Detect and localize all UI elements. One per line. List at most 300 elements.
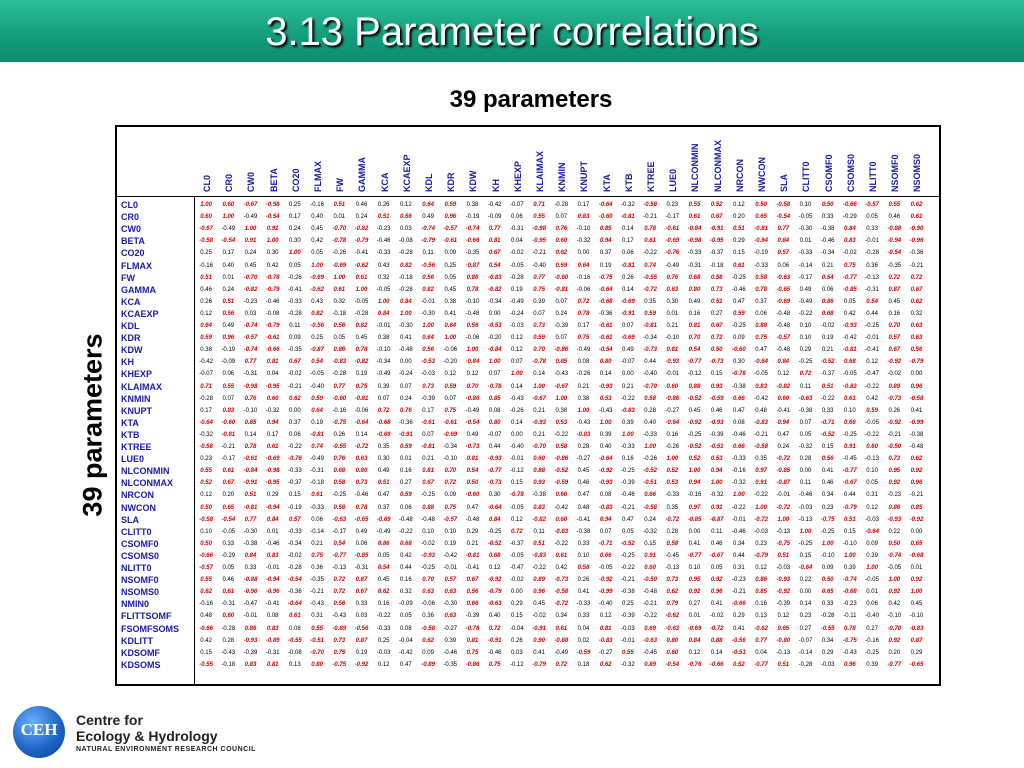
matrix-cell: 0.47: [777, 431, 790, 438]
matrix-cell: -0.67: [199, 226, 213, 233]
matrix-cell: 0.33: [821, 214, 834, 221]
column-header-label: FLMAX: [313, 161, 324, 192]
column-header: [905, 130, 927, 192]
matrix-cell: -0.13: [332, 565, 347, 571]
matrix-cell: 0.47: [733, 298, 745, 305]
row-header: FW: [121, 272, 135, 283]
matrix-cell: 0.48: [755, 407, 767, 414]
org-name: [76, 712, 218, 744]
matrix-cell: 0.75: [755, 335, 767, 342]
matrix-cell: 0.60: [555, 238, 568, 245]
row-header: CL0: [121, 200, 139, 210]
matrix-cell: 0.54: [688, 347, 701, 354]
matrix-cell: -0.64: [798, 565, 813, 571]
matrix-cell: 0.30: [266, 250, 279, 257]
column-header-label: KH: [490, 179, 501, 192]
matrix-cell: -0.70: [332, 226, 347, 233]
matrix-cell: -0.29: [843, 214, 857, 221]
matrix-cell: 0.78: [355, 504, 368, 511]
matrix-cell: -0.19: [754, 250, 768, 257]
matrix-cell: 0.29: [266, 492, 279, 499]
matrix-cell: -0.79: [909, 359, 924, 366]
matrix-cell: -0.27: [665, 407, 680, 414]
matrix-cell: 0.61: [355, 274, 368, 281]
matrix-cell: -0.74: [243, 347, 258, 354]
matrix-cell: 0.07: [222, 395, 235, 402]
column-header: [550, 130, 572, 192]
matrix-cell: 0.72: [910, 274, 923, 281]
column-header-label: CL0: [202, 174, 213, 192]
matrix-cell: 0.01: [222, 274, 235, 281]
matrix-cell: -0.32: [709, 492, 724, 499]
matrix-cell: -0.83: [487, 274, 502, 281]
matrix-cell: -0.83: [598, 637, 613, 644]
matrix-cell: 0.45: [244, 262, 257, 269]
column-header: [750, 130, 772, 192]
matrix-cell: -0.48: [465, 310, 480, 317]
matrix-cell: -0.47: [510, 565, 524, 571]
matrix-cell: -0.49: [510, 298, 524, 305]
matrix-cell: -0.02: [843, 250, 857, 257]
matrix-cell: 0.05: [400, 613, 412, 620]
matrix-cell: 0.62: [200, 589, 212, 596]
matrix-cell: -0.25: [487, 528, 502, 535]
matrix-cell: 0.08: [577, 359, 590, 366]
matrix-cell: 0.59: [866, 407, 878, 414]
matrix-cell: 0.23: [821, 504, 834, 511]
matrix-cell: -0.04: [399, 637, 413, 644]
matrix-cell: 0.63: [444, 589, 457, 596]
matrix-cell: -0.36: [598, 310, 613, 317]
matrix-cell: 0.04: [266, 371, 279, 378]
matrix-cell: -0.63: [332, 516, 347, 523]
matrix-cell: 0.66: [466, 601, 479, 608]
matrix-cell: 0.60: [555, 516, 568, 523]
matrix-cell: -0.01: [732, 516, 746, 523]
matrix-cell: 0.34: [733, 540, 745, 547]
matrix-cell: 0.72: [555, 661, 568, 668]
matrix-cell: -0.60: [332, 395, 347, 402]
matrix-cell: -0.48: [776, 310, 791, 317]
matrix-cell: 0.64: [422, 202, 434, 208]
matrix-cell: 0.21: [821, 262, 834, 269]
matrix-cell: 0.77: [755, 637, 767, 644]
matrix-cell: -0.84: [243, 468, 258, 475]
matrix-cell: 0.14: [622, 226, 634, 233]
matrix-cell: 0.25: [311, 335, 323, 342]
row-header: KCA: [121, 296, 141, 307]
matrix-cell: 0.19: [355, 649, 368, 656]
matrix-cell: 0.60: [533, 456, 545, 463]
matrix-cell: 0.29: [799, 347, 812, 354]
matrix-cell: -0.33: [376, 250, 391, 257]
matrix-cell: -0.12: [510, 468, 524, 475]
matrix-cell: 1.00: [888, 577, 901, 584]
matrix-cell: 0.19: [599, 262, 612, 269]
matrix-cell: 0.41: [533, 649, 545, 656]
column-header-label: NSOMF0: [890, 154, 901, 192]
matrix-cell: -0.46: [376, 238, 391, 245]
matrix-cell: 1.00: [844, 552, 856, 559]
matrix-cell: 0.15: [710, 371, 723, 378]
matrix-cell: -0.63: [554, 528, 569, 535]
matrix-cell: 0.15: [821, 444, 834, 450]
matrix-cell: 0.84: [244, 552, 257, 559]
matrix-cell: 0.88: [533, 468, 545, 475]
matrix-cell: 1.00: [422, 323, 434, 329]
matrix-cell: 0.92: [888, 589, 901, 596]
matrix-cell: -0.30: [443, 601, 458, 608]
matrix-cell: 0.29: [466, 528, 479, 535]
matrix-cell: 0.31: [311, 613, 323, 620]
row-header: CW0: [121, 224, 141, 235]
matrix-cell: 0.81: [666, 347, 679, 354]
matrix-cell: -0.25: [332, 492, 347, 499]
matrix-cell: 0.64: [200, 323, 212, 329]
matrix-cell: 0.50: [200, 504, 212, 511]
matrix-cell: 0.95: [888, 468, 901, 475]
matrix-cell: -0.49: [554, 649, 569, 656]
matrix-cell: 0.08: [266, 613, 279, 620]
matrix-cell: 0.53: [599, 395, 612, 402]
matrix-cell: 0.33: [821, 407, 834, 414]
matrix-cell: 0.58: [755, 274, 767, 281]
matrix-cell: -0.94: [754, 238, 768, 245]
matrix-cell: -0.38: [576, 528, 591, 535]
matrix-cell: -0.20: [443, 359, 458, 366]
matrix-cell: 0.73: [888, 456, 901, 463]
matrix-cell: -0.93: [598, 480, 613, 487]
matrix-cell: -0.72: [709, 625, 724, 632]
matrix-cell: -0.58: [754, 444, 768, 450]
matrix-cell: 0.00: [910, 528, 923, 535]
matrix-cell: -0.42: [487, 202, 502, 208]
matrix-cell: -0.49: [465, 407, 480, 414]
matrix-cell: -0.77: [687, 359, 702, 366]
matrix-cell: 0.76: [555, 226, 568, 233]
matrix-cell: 0.55: [222, 383, 235, 390]
matrix-cell: 0.09: [289, 335, 301, 342]
matrix-cell: -0.69: [265, 456, 280, 463]
matrix-cell: -0.25: [820, 528, 835, 535]
matrix-cell: 0.54: [488, 262, 501, 269]
matrix-cell: 0.17: [622, 238, 634, 245]
matrix-cell: -0.89: [265, 637, 280, 644]
matrix-cell: -0.09: [399, 601, 413, 608]
matrix-cell: 0.72: [888, 274, 901, 281]
matrix-cell: 0.92: [888, 480, 901, 487]
matrix-cell: 0.64: [444, 323, 457, 329]
matrix-cell: -0.17: [221, 456, 236, 463]
matrix-cell: 1.00: [488, 359, 501, 366]
matrix-cell: 0.68: [333, 468, 346, 475]
matrix-cell: 0.96: [844, 661, 856, 668]
matrix-cell: 0.28: [666, 528, 679, 535]
matrix-cell: -0.45: [665, 552, 680, 559]
matrix-cell: 0.11: [799, 480, 812, 487]
row-header: BETA: [121, 236, 145, 247]
matrix-cell: -0.01: [265, 565, 280, 571]
matrix-cell: 0.82: [311, 310, 323, 317]
matrix-cell: -0.83: [332, 359, 347, 366]
matrix-cell: 0.12: [866, 359, 878, 366]
matrix-cell: -0.54: [776, 214, 791, 221]
matrix-cell: 0.32: [400, 589, 412, 596]
matrix-cell: -0.48: [399, 516, 413, 523]
matrix-cell: 0.17: [577, 202, 590, 208]
matrix-cell: 0.01: [866, 589, 878, 596]
column-header-label: LUE0: [668, 168, 679, 192]
matrix-cell: -0.26: [510, 407, 524, 414]
matrix-cell: -0.73: [487, 480, 502, 487]
matrix-cell: -0.78: [332, 238, 347, 245]
matrix-cell: -0.51: [709, 444, 724, 450]
matrix-cell: -0.03: [776, 565, 791, 571]
matrix-cell: -0.05: [865, 577, 879, 584]
matrix-cell: -0.66: [709, 661, 724, 668]
matrix-cell: -0.39: [621, 480, 635, 487]
matrix-cell: 0.30: [733, 359, 745, 366]
matrix-cell: 0.56: [466, 589, 479, 596]
matrix-cell: 0.96: [710, 589, 723, 596]
matrix-cell: 0.75: [844, 262, 856, 269]
matrix-cell: -0.30: [243, 528, 258, 535]
matrix-cell: 0.16: [755, 601, 767, 608]
matrix-cell: 0.78: [844, 625, 856, 632]
matrix-cell: -0.40: [598, 601, 613, 608]
matrix-cell: 0.07: [533, 310, 545, 317]
matrix-cell: -0.48: [909, 444, 924, 450]
matrix-cell: -0.05: [510, 262, 524, 269]
matrix-cell: 0.87: [888, 286, 901, 293]
matrix-cell: 0.55: [311, 625, 323, 632]
column-header: [639, 130, 661, 192]
matrix-cell: 0.56: [333, 323, 346, 329]
matrix-cell: 0.60: [200, 214, 212, 221]
matrix-cell: 0.62: [910, 298, 923, 305]
matrix-cell: -0.58: [199, 516, 213, 523]
matrix-cell: -0.30: [399, 323, 413, 329]
matrix-cell: -0.12: [510, 661, 524, 668]
matrix-cell: 0.86: [244, 625, 257, 632]
matrix-cell: -0.54: [265, 214, 280, 221]
matrix-cell: -0.40: [510, 444, 524, 450]
matrix-cell: -0.18: [399, 274, 413, 281]
matrix-cell: 0.37: [599, 250, 612, 257]
matrix-cell: 0.00: [400, 359, 412, 366]
matrix-cell: 0.56: [400, 214, 412, 221]
matrix-cell: 0.63: [666, 286, 679, 293]
matrix-cell: -0.39: [465, 613, 480, 620]
matrix-cell: -0.77: [687, 552, 702, 559]
matrix-cell: 0.84: [488, 516, 501, 523]
matrix-cell: 0.38: [377, 335, 390, 342]
matrix-cell: 0.41: [710, 601, 723, 608]
matrix-cell: 0.75: [444, 504, 457, 511]
matrix-cell: 0.01: [799, 238, 812, 245]
matrix-cell: -0.77: [332, 552, 347, 559]
matrix-cell: -0.05: [221, 528, 236, 535]
matrix-cell: 0.61: [688, 214, 701, 221]
matrix-cell: -0.45: [843, 456, 857, 463]
matrix-cell: -0.40: [865, 613, 879, 620]
matrix-cell: -0.32: [199, 431, 213, 438]
matrix-cell: 0.84: [266, 516, 279, 523]
matrix-cell: 0.66: [644, 492, 656, 499]
matrix-cell: 0.14: [355, 431, 368, 438]
matrix-cell: -0.03: [421, 371, 435, 378]
matrix-cell: 0.07: [555, 214, 568, 221]
column-header: [328, 130, 350, 192]
matrix-cell: -0.70: [243, 274, 258, 281]
matrix-cell: 0.83: [755, 383, 767, 390]
matrix-cell: -0.62: [754, 625, 768, 632]
matrix-cell: 0.78: [355, 347, 368, 354]
matrix-cell: 0.58: [333, 504, 346, 511]
matrix-cell: 0.84: [844, 226, 856, 233]
matrix-cell: 1.00: [799, 528, 812, 535]
matrix-cell: 0.96: [533, 589, 545, 596]
matrix-cell: -0.60: [554, 274, 569, 281]
matrix-cell: 0.00: [289, 407, 301, 414]
matrix-cell: 0.32: [333, 298, 346, 305]
matrix-cell: -0.38: [243, 540, 258, 547]
matrix-cell: -0.32: [798, 444, 813, 450]
matrix-cell: 0.72: [377, 407, 390, 414]
matrix-cell: -0.81: [554, 286, 569, 293]
matrix-subtitle: 39 parameters: [449, 86, 613, 113]
matrix-cell: 0.38: [466, 202, 479, 208]
matrix-cell: 0.33: [355, 601, 368, 608]
matrix-cell: -0.92: [354, 661, 369, 668]
matrix-cell: 0.01: [400, 456, 412, 463]
matrix-cell: 0.25: [289, 202, 301, 208]
column-header: [861, 130, 883, 192]
matrix-cell: 0.13: [755, 613, 767, 620]
matrix-cell: 0.53: [666, 480, 679, 487]
matrix-cell: -0.73: [643, 347, 657, 354]
matrix-cell: -0.73: [887, 395, 902, 402]
matrix-cell: -0.46: [443, 649, 458, 656]
matrix-cell: -0.03: [621, 625, 635, 632]
matrix-cell: 0.23: [666, 202, 679, 208]
row-header: CSOMS0: [121, 550, 160, 561]
column-header: [461, 130, 483, 192]
matrix-cell: 0.59: [733, 310, 745, 317]
matrix-cell: 0.06: [821, 286, 834, 293]
matrix-cell: -0.96: [265, 589, 280, 596]
matrix-cell: -0.37: [288, 480, 302, 487]
matrix-cell: 0.25: [622, 601, 634, 608]
matrix-cell: -0.41: [265, 601, 280, 608]
matrix-cell: -0.63: [487, 601, 502, 608]
matrix-cell: 0.92: [688, 589, 701, 596]
ceh-logo: [13, 706, 313, 762]
matrix-cell: 0.48: [200, 613, 212, 620]
matrix-cell: -0.86: [554, 347, 569, 354]
matrix-cell: -0.63: [776, 274, 791, 281]
matrix-cell: 0.67: [422, 480, 434, 487]
matrix-cell: -0.72: [554, 601, 569, 608]
matrix-cell: -0.39: [554, 323, 569, 329]
matrix-cell: -0.51: [310, 637, 324, 644]
matrix-cell: 0.52: [666, 468, 679, 475]
matrix-cell: -0.61: [665, 226, 680, 233]
matrix-cell: 0.57: [777, 250, 790, 257]
matrix-cell: -0.21: [754, 431, 768, 438]
matrix-cell: -0.08: [265, 310, 280, 317]
matrix-cell: 0.27: [710, 310, 723, 317]
matrix-cell: 0.39: [533, 298, 545, 305]
matrix-cell: 0.96: [222, 335, 235, 342]
matrix-cell: 0.87: [910, 637, 923, 644]
matrix-cell: -0.78: [532, 359, 546, 366]
matrix-cell: -0.08: [288, 649, 302, 656]
matrix-cell: 0.78: [755, 286, 767, 293]
matrix-cell: -0.49: [798, 298, 813, 305]
matrix-cell: -0.43: [576, 419, 591, 426]
matrix-cell: -0.92: [909, 516, 924, 523]
matrix-cell: -0.63: [665, 625, 680, 632]
matrix-cell: 0.10: [866, 468, 878, 475]
matrix-cell: 0.53: [710, 456, 723, 463]
matrix-cell: -0.88: [887, 226, 902, 233]
row-header: KTB: [121, 429, 140, 440]
matrix-cell: -0.27: [443, 625, 458, 632]
column-header: [284, 130, 306, 192]
row-header: KDSOMF: [121, 647, 160, 658]
matrix-cell: 0.68: [688, 274, 701, 281]
matrix-cell: 1.00: [222, 214, 235, 221]
matrix-cell: -0.81: [843, 347, 857, 354]
row-header: CO20: [121, 248, 145, 259]
matrix-cell: 0.93: [710, 383, 723, 390]
matrix-cell: -0.49: [665, 262, 680, 269]
matrix-cell: 0.12: [777, 613, 790, 620]
matrix-cell: 0.75: [488, 661, 501, 668]
matrix-cell: 0.03: [355, 613, 368, 620]
matrix-cell: 0.01: [266, 528, 279, 535]
matrix-cell: 0.70: [422, 577, 434, 584]
matrix-cell: 0.50: [888, 540, 901, 547]
matrix-cell: -0.22: [376, 613, 391, 620]
matrix-cell: -0.33: [310, 504, 324, 511]
matrix-cell: -0.66: [199, 552, 213, 559]
matrix-cell: -0.34: [376, 359, 391, 366]
matrix-cell: 1.00: [755, 504, 767, 511]
matrix-cell: -0.26: [332, 250, 347, 257]
matrix-cell: 1.00: [400, 310, 412, 317]
matrix-cell: -0.16: [199, 601, 213, 608]
matrix-cell: 0.52: [688, 456, 701, 463]
matrix-cell: -0.26: [643, 456, 657, 463]
matrix-cell: 0.63: [910, 335, 923, 342]
row-header: KNUPT: [121, 405, 152, 416]
matrix-cell: -0.28: [199, 395, 213, 402]
matrix-cell: 0.94: [266, 419, 279, 426]
matrix-cell: -0.19: [288, 504, 302, 511]
matrix-cell: 0.92: [710, 577, 723, 584]
column-header: [528, 130, 550, 192]
matrix-cell: -0.52: [687, 444, 702, 450]
matrix-cell: -0.28: [288, 310, 302, 317]
matrix-cell: -0.20: [487, 335, 502, 342]
matrix-cell: 0.60: [644, 565, 656, 571]
column-header-label: KCAEXP: [401, 154, 412, 192]
matrix-cell: -0.02: [887, 371, 902, 378]
matrix-cell: -0.48: [643, 589, 657, 596]
matrix-cell: 0.06: [511, 214, 523, 221]
